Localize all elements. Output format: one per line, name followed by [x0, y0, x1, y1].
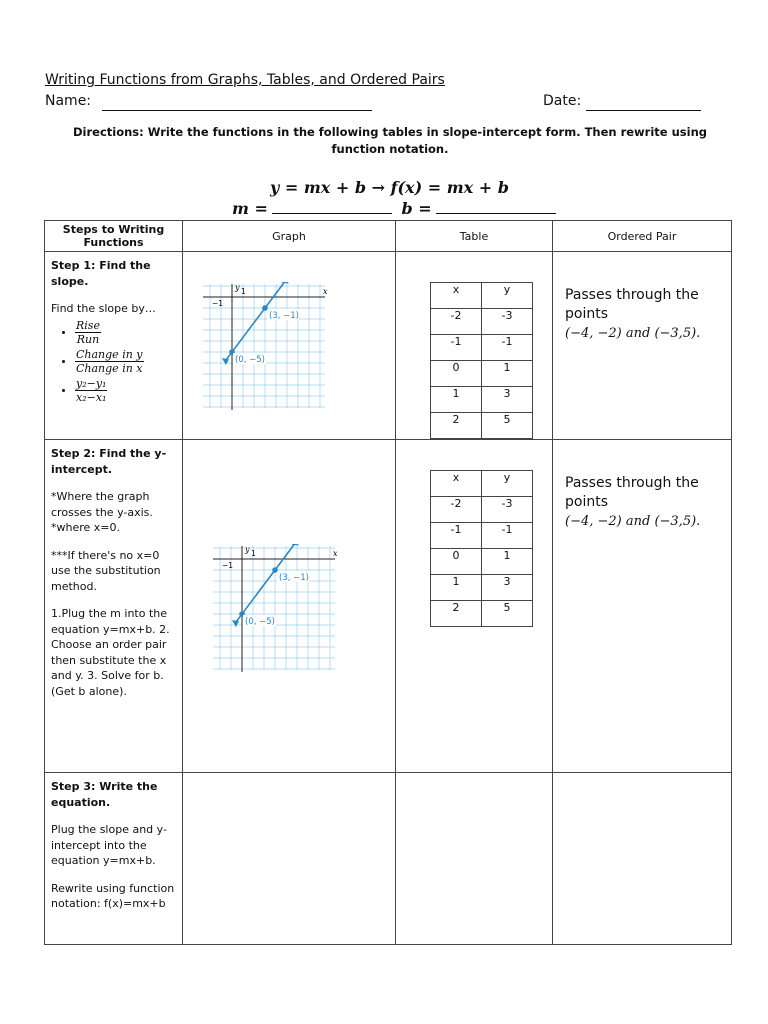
table-row: 1 3	[431, 575, 533, 601]
y-axis-label: y	[235, 283, 240, 292]
arrow-head	[222, 358, 229, 365]
step2-p3: 1.Plug the m into the equation y=mx+b. 2. Choose an order pair then substitute the x and y. 3. Solve for b. (Get b alone).	[51, 607, 170, 698]
ordered-pair-2	[553, 440, 731, 531]
table-row: -2 -3	[431, 309, 533, 335]
header-ordered-pair: Ordered Pair	[553, 221, 732, 252]
point-a-label: (3, −1)	[279, 573, 309, 583]
tick-label: 1	[251, 549, 256, 558]
ordered-pair-points: (−4, −2) and (−3,5).	[565, 326, 701, 341]
m-blank[interactable]	[272, 200, 392, 214]
graph-2	[183, 440, 395, 678]
list-item: • $\frac{\text{Change in y}}{\text{Change in x}}$	[75, 348, 176, 375]
b-blank[interactable]	[436, 200, 556, 214]
header-graph: Graph	[183, 221, 396, 252]
table-row: 1 3	[431, 387, 533, 413]
table-row: 2 5	[431, 413, 533, 439]
tick-label: −1	[222, 561, 234, 570]
ordered-pair-1	[553, 252, 731, 343]
table-header-y: y	[482, 471, 533, 497]
table-row: -1 -1	[431, 335, 533, 361]
step3-text	[45, 773, 182, 918]
step2-p2: ***If there's no x=0 use the substitution method.	[51, 548, 161, 593]
ordered-pair-points: (−4, −2) and (−3,5).	[565, 514, 701, 529]
x-axis-label: x	[323, 287, 328, 296]
list-item: • $\frac{\text{y₂−y₁}}{\text{x₂−x₁}}$	[75, 377, 176, 404]
step1-row	[45, 252, 732, 440]
values-table-1	[430, 282, 533, 439]
ordered-pair-text: Passes through the points	[565, 475, 699, 510]
step2-text	[45, 440, 182, 717]
table-row: -2 -3	[431, 497, 533, 523]
step1-intro: Find the slope by…	[51, 302, 156, 315]
worksheet-title: Writing Functions from Graphs, Tables, and Ordered Pairs	[45, 72, 445, 88]
step3-table-cell[interactable]	[396, 773, 553, 945]
date-label: Date:	[543, 93, 582, 109]
table-row: -1 -1	[431, 523, 533, 549]
step3-heading: Step 3: Write the equation.	[51, 780, 158, 809]
header-row	[45, 221, 732, 252]
header-steps: Steps to Writing Functions	[45, 221, 183, 252]
slope-intercept-equation: y = mx + b → f(x) = mx + b	[270, 178, 509, 197]
point-b-label: (0, −5)	[245, 617, 275, 627]
step3-ordered-pair-cell[interactable]	[553, 773, 732, 945]
table-row: 0 1	[431, 549, 533, 575]
steps-table	[44, 220, 732, 945]
step1-heading: Step 1: Find the slope.	[51, 259, 151, 288]
line-graph	[211, 544, 341, 674]
table-header-x: x	[431, 471, 482, 497]
name-field[interactable]	[102, 96, 372, 111]
line-graph	[201, 282, 331, 412]
tick-label: −1	[212, 299, 224, 308]
step1-text	[45, 252, 182, 412]
header-table: Table	[396, 221, 553, 252]
name-label: Name:	[45, 93, 92, 109]
table-row: 0 1	[431, 361, 533, 387]
graph-1	[183, 252, 395, 416]
point-b-label: (0, −5)	[235, 355, 265, 365]
tick-label: 1	[241, 287, 246, 296]
m-b-blanks	[232, 199, 560, 218]
b-label: b =	[401, 199, 432, 218]
date-field[interactable]	[586, 96, 701, 111]
arrow-head	[232, 620, 239, 627]
directions-text: Directions: Write the functions in the following tables in slope-intercept form. Then rewrite using function notation.	[72, 125, 707, 156]
step2-heading: Step 2: Find the y-intercept.	[51, 447, 167, 476]
step3-p2: Rewrite using function notation: f(x)=mx+b	[51, 881, 175, 910]
point-3-neg1	[272, 567, 278, 573]
values-table-2	[430, 470, 533, 627]
ordered-pair-text: Passes through the points	[565, 287, 699, 322]
step3-graph-cell[interactable]	[183, 773, 396, 945]
step3-p1: Plug the slope and y-intercept into the equation y=mx+b.	[51, 823, 167, 867]
step2-row	[45, 440, 732, 773]
point-a-label: (3, −1)	[269, 311, 299, 321]
x-axis-label: x	[333, 549, 338, 558]
table-row: 2 5	[431, 601, 533, 627]
table-header-x: x	[431, 283, 482, 309]
slope-methods-list	[51, 319, 176, 404]
table-header-y: y	[482, 283, 533, 309]
step2-p1: *Where the graph crosses the y-axis. *where x=0.	[51, 490, 153, 534]
list-item: • $\frac{\text{Rise}}{\text{Run}}$	[75, 319, 176, 346]
m-label: m =	[232, 199, 268, 218]
step3-row	[45, 773, 732, 945]
y-axis-label: y	[245, 545, 250, 554]
point-3-neg1	[262, 305, 268, 311]
